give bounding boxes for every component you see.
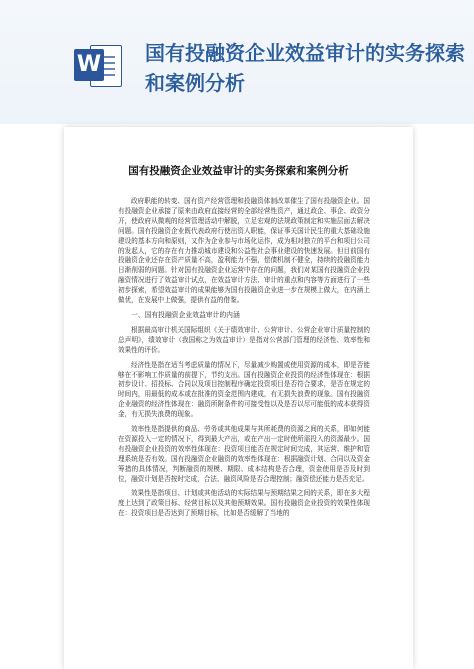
intro-paragraph: 政府职能的转变、国有资产经营管理和投融资体制改革催生了国有投融资企业。国有投融资企业承接了原来由政府直接经营的全部经营性资产，通过政企、事企、政资分开，使政府从微观的经营管理活动中解脱，立足宏观的法规政策制定和实施层面去解决问题。国有投融资企业既代表政府行使出资人职能，保证事关国计民生的重大基础设施建设的基本方向和原则，又作为企业参与市场化运作，成为相对独立的平台和项目公司的发起人，它的存在有力推动城市建设和公益性社会事业建设的快速发展。但目前国有投融资企业还存在资产质量不高，盈利能力不强，偿债机制不健全，持续的投融资能力日渐削弱的问题。针对国有投融资企业运营中存在的问题，我们对某国有投融资企业投融资情况进行了效益审计试点，在效益审计方法、审计的重点和内容等方面进行了一些初步探索，希望效益审计的成果能够为国有投融资企业进一步在规模上做大，在内涵上做优，在发展中上做强，提供有益的借鉴。 <box>118 197 370 305</box>
section-heading: 一、国有投融资企业效益审计的内涵 <box>131 310 240 319</box>
word-document-icon <box>74 43 122 87</box>
body-paragraph: 经济性是指在适当考虑质量的情况下，尽量减少购置或使用资源的成本，即是否能够在不影响工作质量的前提下，节约支出。国有投融资企业投资的经济性体现在：根据初步设计、招投标、合同以及项目控制程序确定投资项目是否符合要求，是否在规定的时间内，用最低的成本或在批准的资金范围内建成，有无损失浪费的现象。国有投融资企业融资的经济性体现在：融资所附条件的可接受性以及是否以尽可能低的成本获得资金，有无损失浪费的现象。 <box>118 360 370 419</box>
banner-title: 国有投融资企业效益审计的实务探索和案例分析 <box>145 41 465 95</box>
body-paragraph: 效果性是指项目、计划或其他活动的实际结果与预期结果之间的关系，即在多大程度上达到了政策目标、经营目标以及其他预期效果。国有投融资企业投资的效果性体现在：投资项目是否达到了预期目标，比如是否缓解了当地的 <box>118 489 370 518</box>
document-page <box>64 127 413 669</box>
body-paragraph: 效率性是指提供的商品、劳务或其他成果与其所耗费的资源之间的关系，即如何能在资源投入一定的情况下，得到最大产出，或在产出一定时使所需投入的资源最少。国有投融资企业投资的效率性体现在：投资项目能否在规定时间完成，其运营、维护和管理系统是否有效。国有投融资企业融资的效率性体现在：根据融资计划、合同以及资金筹措的具体情况，判断融资的规模、期限、成本结构是否合理，资金使用是否及时到位，融资计划是否按时完成，合法、融资风险是否合理控制；融资偿还能力是否充足。 <box>118 425 370 483</box>
document-title: 国有投融资企业效益审计的实务探索和案例分析 <box>128 165 349 177</box>
word-logo-letter: W <box>74 49 104 81</box>
document-body <box>118 197 370 519</box>
header-banner <box>0 0 474 124</box>
body-paragraph: 根据最高审计机关国际组织《关于绩效审计、公营审计、公营企业审计质量控制的总声明》，绩效审计（我国称之为效益审计）是指对公营部门管理的经济性、效率性和效果性的评价。 <box>118 325 370 354</box>
